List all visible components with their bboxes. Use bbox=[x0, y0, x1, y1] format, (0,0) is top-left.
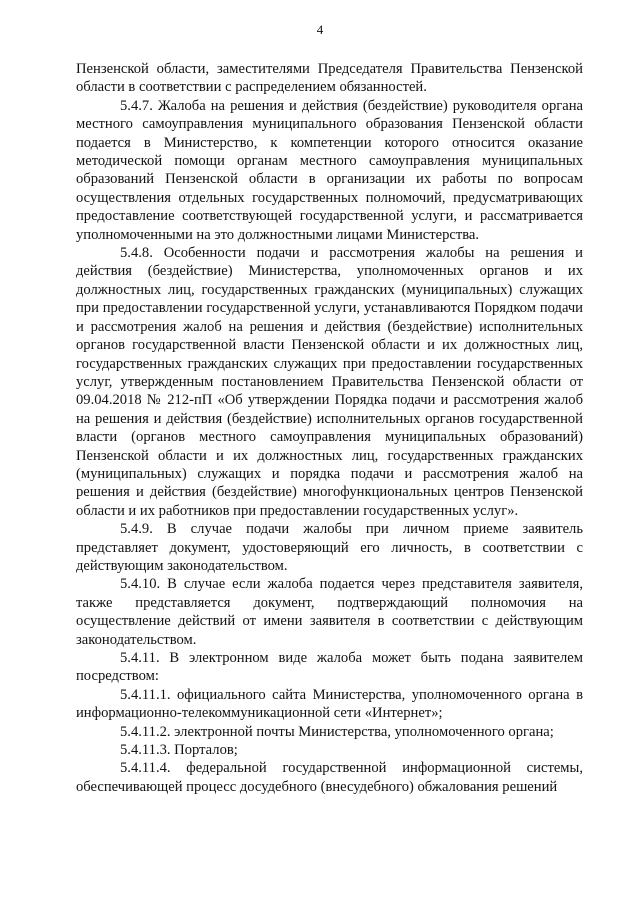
paragraph-5-4-11-4: 5.4.11.4. федеральной государственной информационной системы, обеспечивающей процесс досудебного (внесудебного) обжалования решений bbox=[76, 760, 583, 795]
paragraph-5-4-10: 5.4.10. В случае если жалоба подается через представителя заявителя, также представляется документ, подтверждающий полномочия на осуществление действий от имени заявителя в соответствии с действующим законодательством. bbox=[76, 576, 583, 648]
paragraph-5-4-7: 5.4.7. Жалоба на решения и действия (бездействие) руководителя органа местного самоуправления муниципального образования Пензенской области подается в Министерство, к компетенции которого относится оказание методической помощи органам местного самоуправления муниципальных образований Пензенской области в организации их работы по вопросам осуществления отдельных государственных полномочий, предусматривающих предоставление соответствующей государственной услуги, и рассматривается уполномоченными на это должностными лицами Министерства. bbox=[76, 97, 583, 243]
paragraph-5-4-11-2: 5.4.11.2. электронной почты Министерства, уполномоченного органа; bbox=[120, 723, 554, 740]
document-body bbox=[76, 60, 583, 796]
paragraph-5-4-11: 5.4.11. В электронном виде жалоба может быть подана заявителем посредством: bbox=[76, 650, 583, 685]
paragraph-5-4-8: 5.4.8. Особенности подачи и рассмотрения жалобы на решения и действия (бездействие) Министерства, уполномоченных органов и их должностных лиц, государственных гражданских (муниципальных) служащих при предоставлении государственной услуги, устанавливаются Порядком подачи и рассмотрения жалоб на решения и действия (бездействие) исполнительных органов государственной власти Пензенской области и их должностных лиц, государственных гражданских служащих при предоставлении государственных услуг, утвержденным постановлением Правительства Пензенской области от 09.04.2018 № 212-пП «Об утверждении Порядка подачи и рассмотрения жалоб на решения и действия (бездействие) исполнительных органов государственной власти (органов местного самоуправления муниципальных образований) Пензенской области и их должностных лиц, государственных гражданских (муниципальных) служащих и порядка подачи и рассмотрения жалоб на решения и действия (бездействие) многофункциональных центров Пензенской области и их работников при предоставлении государственных услуг». bbox=[76, 245, 583, 519]
page-number: 4 bbox=[316, 22, 324, 37]
paragraph-5-4-11-3: 5.4.11.3. Порталов; bbox=[120, 742, 238, 759]
paragraph-5-4-11-1: 5.4.11.1. официального сайта Министерства, уполномоченного органа в информационно-телекоммуникационной сети «Интернет»; bbox=[76, 686, 583, 722]
paragraph-continuation: Пензенской области, заместителями Председателя Правительства Пензенской области в соответствии с распределением обязанностей. bbox=[76, 61, 583, 96]
paragraph-5-4-9: 5.4.9. В случае подачи жалобы при личном приеме заявитель представляет документ, удостоверяющий его личность, в соответствии с действующим законодательством. bbox=[76, 521, 583, 574]
